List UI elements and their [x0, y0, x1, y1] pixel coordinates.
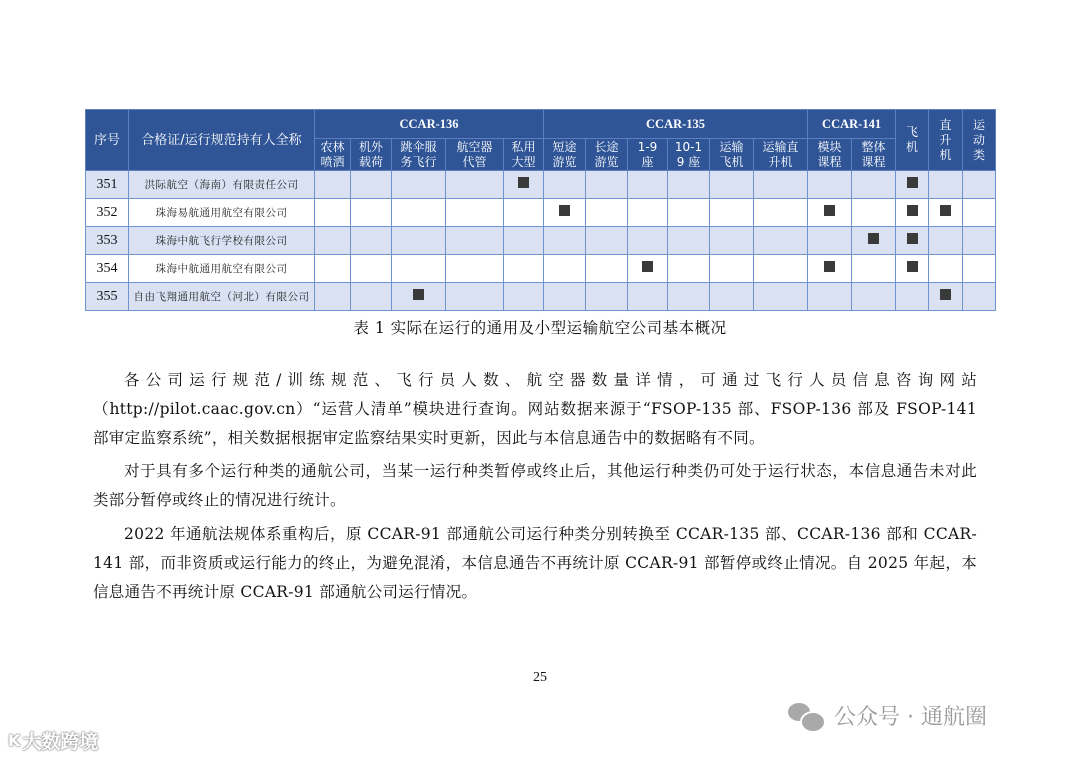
mark-cell: [852, 171, 896, 199]
header-seq: 序号: [86, 110, 129, 171]
wechat-icon: [788, 701, 826, 731]
mark-cell: [392, 171, 446, 199]
row-holder-name: 自由飞翔通用航空（河北）有限公司: [129, 283, 315, 311]
mark-cell: [754, 255, 808, 283]
mark-cell: [808, 283, 852, 311]
header-short-sightseeing: 短途 游览: [544, 139, 586, 171]
row-seq: 354: [86, 255, 129, 283]
mark-cell: [544, 171, 586, 199]
header-transport-helicopter: 运输直 升机: [754, 139, 808, 171]
brand-logo-icon: K: [8, 731, 19, 750]
mark-cell: [586, 171, 628, 199]
row-holder-name: 珠海易航通用航空有限公司: [129, 199, 315, 227]
mark-cell: [852, 227, 896, 255]
header-parachute: 跳伞服 务飞行: [392, 139, 446, 171]
mark-cell: [754, 283, 808, 311]
filled-square-icon: [518, 177, 529, 188]
mark-cell: [710, 227, 754, 255]
mark-cell: [710, 283, 754, 311]
mark-cell: [446, 255, 504, 283]
paragraph-2: [93, 457, 977, 515]
mark-cell: [963, 255, 996, 283]
mark-cell: [315, 199, 351, 227]
mark-cell: [896, 171, 929, 199]
mark-cell: [544, 283, 586, 311]
watermark-left-text: 大数跨境: [22, 731, 99, 753]
mark-cell: [929, 255, 963, 283]
mark-cell: [963, 199, 996, 227]
mark-cell: [446, 227, 504, 255]
mark-cell: [852, 255, 896, 283]
header-10-19-seats: 10-1 9 座: [668, 139, 710, 171]
filled-square-icon: [907, 233, 918, 244]
filled-square-icon: [824, 205, 835, 216]
mark-cell: [586, 199, 628, 227]
mark-cell: [668, 227, 710, 255]
mark-cell: [586, 283, 628, 311]
filled-square-icon: [907, 261, 918, 272]
mark-cell: [808, 255, 852, 283]
header-external-load: 机外 载荷: [351, 139, 392, 171]
table-row: [86, 171, 996, 199]
mark-cell: [446, 171, 504, 199]
filled-square-icon: [940, 289, 951, 300]
filled-square-icon: [868, 233, 879, 244]
header-row-groups: [86, 110, 996, 139]
row-holder-name: 珠海中航通用航空有限公司: [129, 255, 315, 283]
row-seq: 353: [86, 227, 129, 255]
mark-cell: [504, 227, 544, 255]
mark-cell: [808, 227, 852, 255]
mark-cell: [315, 255, 351, 283]
header-1-9-seats: 1-9 座: [628, 139, 668, 171]
mark-cell: [754, 199, 808, 227]
row-seq: 351: [86, 171, 129, 199]
mark-cell: [929, 227, 963, 255]
mark-cell: [852, 283, 896, 311]
filled-square-icon: [940, 205, 951, 216]
mark-cell: [586, 227, 628, 255]
table-caption: 表 1 实际在运行的通用及小型运输航空公司基本概况: [353, 319, 727, 337]
mark-cell: [351, 283, 392, 311]
filled-square-icon: [413, 289, 424, 300]
mark-cell: [392, 227, 446, 255]
mark-cell: [504, 283, 544, 311]
header-group-ccar136: CCAR-136: [315, 110, 544, 139]
watermark-right-text: 公众号 · 通航圈: [834, 705, 987, 730]
header-aircraft-mgmt: 航空器 代管: [446, 139, 504, 171]
mark-cell: [896, 255, 929, 283]
mark-cell: [754, 227, 808, 255]
mark-cell: [628, 283, 668, 311]
table-row: [86, 227, 996, 255]
filled-square-icon: [907, 177, 918, 188]
operator-table: [85, 109, 996, 311]
mark-cell: [351, 227, 392, 255]
mark-cell: [544, 227, 586, 255]
mark-cell: [628, 227, 668, 255]
mark-cell: [929, 199, 963, 227]
row-holder-name: 珠海中航飞行学校有限公司: [129, 227, 315, 255]
mark-cell: [586, 255, 628, 283]
header-module-course: 模块 课程: [808, 139, 852, 171]
row-holder-name: 洪际航空（海南）有限责任公司: [129, 171, 315, 199]
mark-cell: [963, 171, 996, 199]
paragraph-text: 各公司运行规范/训练规范、飞行员人数、航空器数量详情，可通过飞行人员信息咨询网站（http://pilot.caac.gov.cn）“运营人清单”模块进行查询。网站数据来源于“FSOP-135 部、FSOP-136 部及 FSOP-141 部审定监察系统”，相关数据根据审定监察结果实时更新，因此与本信息通告中的数据略有不同。: [93, 371, 977, 447]
header-private-large: 私用 大型: [504, 139, 544, 171]
paragraph-3: [93, 520, 977, 607]
mark-cell: [315, 171, 351, 199]
mark-cell: [315, 283, 351, 311]
row-seq: 352: [86, 199, 129, 227]
mark-cell: [929, 283, 963, 311]
row-seq: 355: [86, 283, 129, 311]
mark-cell: [710, 255, 754, 283]
mark-cell: [628, 255, 668, 283]
mark-cell: [504, 171, 544, 199]
watermark-left: [8, 727, 98, 754]
mark-cell: [351, 255, 392, 283]
mark-cell: [896, 199, 929, 227]
mark-cell: [628, 199, 668, 227]
header-airplane: 飞 机: [896, 110, 929, 171]
mark-cell: [628, 171, 668, 199]
header-helicopter: 直 升 机: [929, 110, 963, 171]
mark-cell: [351, 199, 392, 227]
mark-cell: [392, 255, 446, 283]
paragraph-1: [93, 366, 977, 453]
mark-cell: [668, 283, 710, 311]
paragraph-text: 2022 年通航法规体系重构后，原 CCAR-91 部通航公司运行种类分别转换至 CCAR-135 部、CCAR-136 部和 CCAR-141 部，而非资质或运行能力的终止，为避免混淆，本信息通告不再统计原 CCAR-91 部暂停或终止情况。自 2025 年起，本信息通告不再统计原 CCAR-91 部通航公司运行情况。: [93, 525, 977, 601]
filled-square-icon: [559, 205, 570, 216]
mark-cell: [392, 283, 446, 311]
header-transport-airplane: 运输 飞机: [710, 139, 754, 171]
filled-square-icon: [642, 261, 653, 272]
mark-cell: [668, 171, 710, 199]
paragraph-text: 对于具有多个运行种类的通航公司，当某一运行种类暂停或终止后，其他运行种类仍可处于运行状态，本信息通告未对此类部分暂停或终止的情况进行统计。: [93, 462, 977, 509]
header-group-ccar141: CCAR-141: [808, 110, 896, 139]
mark-cell: [446, 199, 504, 227]
watermark-right: [788, 700, 987, 731]
header-group-ccar135: CCAR-135: [544, 110, 808, 139]
mark-cell: [504, 255, 544, 283]
mark-cell: [852, 199, 896, 227]
mark-cell: [668, 255, 710, 283]
mark-cell: [963, 283, 996, 311]
operator-table-container: [85, 109, 995, 311]
mark-cell: [808, 199, 852, 227]
mark-cell: [710, 171, 754, 199]
mark-cell: [896, 283, 929, 311]
mark-cell: [446, 283, 504, 311]
table-body: [86, 171, 996, 311]
table-row: [86, 199, 996, 227]
mark-cell: [754, 171, 808, 199]
mark-cell: [315, 227, 351, 255]
table-row: [86, 255, 996, 283]
header-long-sightseeing: 长途 游览: [586, 139, 628, 171]
mark-cell: [929, 171, 963, 199]
header-sport: 运 动 类: [963, 110, 996, 171]
mark-cell: [710, 199, 754, 227]
mark-cell: [504, 199, 544, 227]
mark-cell: [392, 199, 446, 227]
mark-cell: [896, 227, 929, 255]
page-number: 25: [533, 670, 547, 685]
header-holder: 合格证/运行规范持有人全称: [129, 110, 315, 171]
mark-cell: [351, 171, 392, 199]
mark-cell: [808, 171, 852, 199]
mark-cell: [544, 199, 586, 227]
mark-cell: [544, 255, 586, 283]
table-row: [86, 283, 996, 311]
filled-square-icon: [907, 205, 918, 216]
mark-cell: [963, 227, 996, 255]
header-agri-spray: 农林 喷洒: [315, 139, 351, 171]
filled-square-icon: [824, 261, 835, 272]
mark-cell: [668, 199, 710, 227]
header-integrated-course: 整体 课程: [852, 139, 896, 171]
